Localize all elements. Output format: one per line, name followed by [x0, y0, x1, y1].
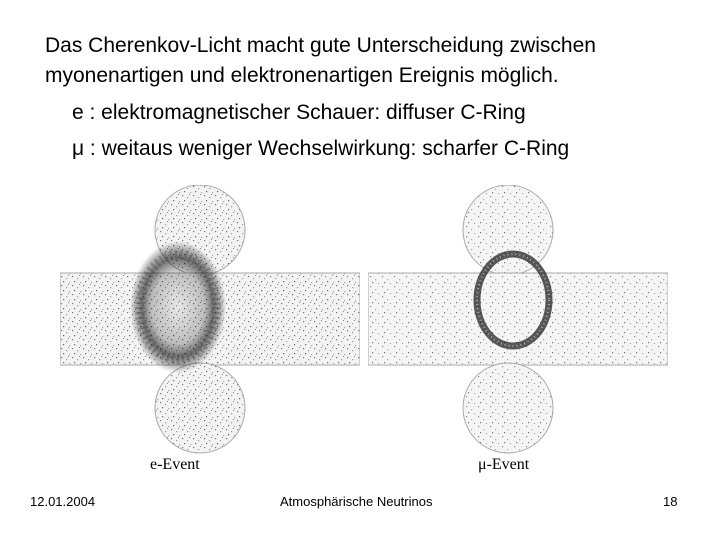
- bottom-cap: [463, 363, 553, 453]
- electron-event-display: [60, 185, 360, 455]
- bottom-cap: [155, 363, 245, 453]
- caption-e-event: e-Event: [150, 456, 200, 473]
- bullet-electron: e : elektromagnetischer Schauer: diffuser C-Ring: [72, 101, 526, 124]
- bullet-muon: μ : weitaus weniger Wechselwirkung: scharfer C-Ring: [72, 137, 570, 160]
- text-line-1: Das Cherenkov-Licht macht gute Unterscheidung zwischen: [45, 34, 596, 57]
- footer-date: 12.01.2004: [30, 494, 96, 509]
- text-line-2: myonenartigen und elektronenartigen Ereignis möglich.: [45, 64, 559, 87]
- footer-title: Atmosphärische Neutrinos: [280, 494, 433, 509]
- muon-event-display: [368, 185, 668, 455]
- caption-mu-event: μ-Event: [478, 456, 530, 473]
- footer-page-number: 18: [663, 494, 678, 509]
- top-cap: [463, 185, 553, 275]
- barrel: [368, 273, 668, 365]
